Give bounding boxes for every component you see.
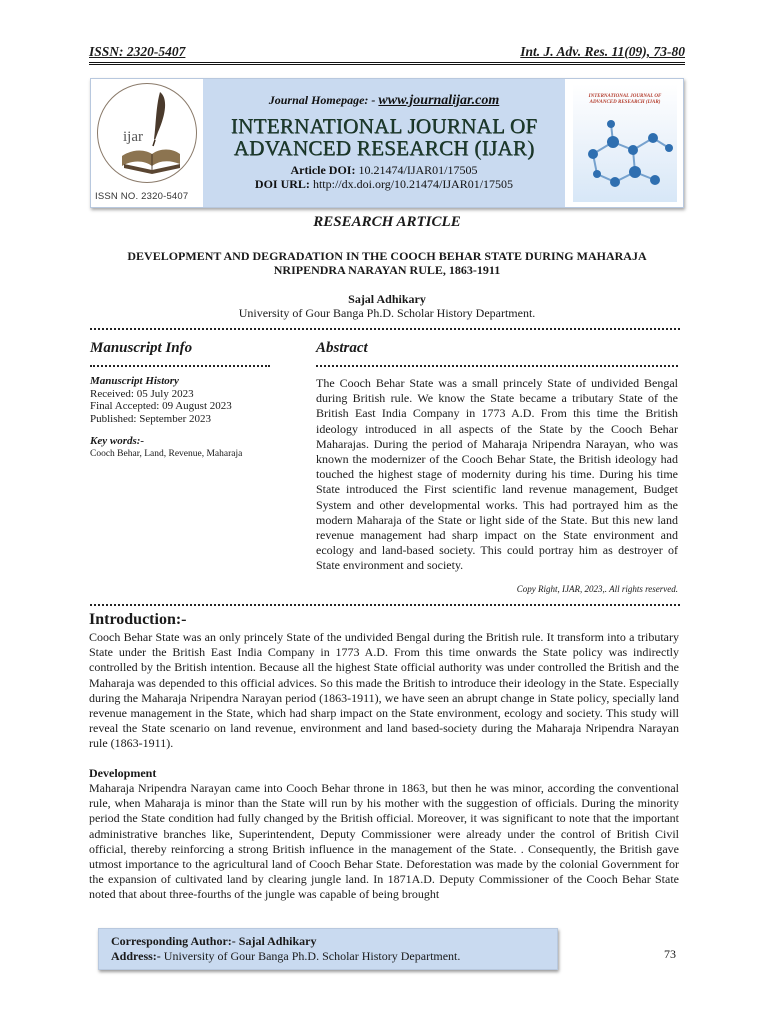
running-head [89, 44, 685, 65]
article-doi-value: 10.21474/IJAR01/17505 [358, 163, 478, 177]
keywords: Cooch Behar, Land, Revenue, Maharaja [90, 448, 243, 459]
received-date: Received: 05 July 2023 [90, 387, 194, 400]
abstract-heading: Abstract [316, 340, 368, 356]
doi-block [203, 163, 565, 191]
homepage-label: Journal Homepage: - [268, 93, 376, 107]
journal-cover-image [565, 79, 683, 207]
page-number: 73 [664, 947, 676, 961]
logo-circle [97, 83, 197, 183]
journal-title-line2: ADVANCED RESEARCH (IJAR) [233, 136, 535, 160]
cover-inner [573, 84, 677, 202]
cover-title: INTERNATIONAL JOURNAL OF ADVANCED RESEARCH (IJAR) [588, 94, 662, 105]
divider-bottom [90, 604, 680, 606]
doi-url-label: DOI URL: [254, 177, 310, 191]
logo-issn: ISSN NO. 2320-5407 [95, 191, 189, 202]
article-doi-label: Article DOI: [290, 163, 356, 177]
journal-logo [91, 79, 203, 207]
published-date: Published: September 2023 [90, 412, 211, 425]
corresponding-author: Corresponding Author:- Sajal Adhikary [111, 934, 317, 948]
author-address [111, 949, 460, 964]
doi-url-link[interactable]: http://dx.doi.org/10.21474/IJAR01/17505 [312, 177, 514, 191]
development-heading: Development [89, 766, 157, 780]
journal-title [203, 115, 565, 159]
homepage-link[interactable]: www.journalijar.com [378, 93, 500, 108]
quill-book-icon [98, 84, 196, 182]
copyright-notice: Copy Right, IJAR, 2023,. All rights reserved. [516, 584, 678, 594]
address-value: University of Gour Banga Ph.D. Scholar History Department. [160, 949, 461, 963]
journal-title-line1: INTERNATIONAL JOURNAL OF [230, 114, 538, 138]
issn-header: ISSN: 2320-5407 [89, 44, 186, 59]
manuscript-info-heading: Manuscript Info [90, 340, 193, 356]
citation-header: Int. J. Adv. Res. 11(09), 73-80 [520, 44, 685, 59]
banner-center [203, 79, 565, 207]
article-doi [203, 163, 565, 177]
author-affiliation: University of Gour Banga Ph.D. Scholar History Department. [238, 306, 536, 320]
divider-abstract [316, 365, 678, 367]
doi-url [203, 177, 565, 191]
divider-top [90, 328, 680, 330]
corresponding-author-box [98, 928, 558, 970]
development-text: Maharaja Nripendra Narayan came into Cooch Behar throne in 1863, but then he was minor, according the conventional rule, when Maharaja is minor than the State will run by his mother with the suggestion of officials. During the minority period the State condition had fully changed by the British official. Moreover, it was significant to note that the important administrative branches like, Superintendent, Deputy Commissioner were already under the control of British Civil official, thereby reinforcing a strong British influence in the management of the State. . Consequently, the British gave utmost importance to the agricultural land of Cooch Behar State. Deforestation was made by the colonial Government for the expansion of cultivated land by clearing jungle land. In 1871A.D. Deputy Commissioner of the Cooch Behar State noted that about three-fourths of the jungle was capable of being brought [89, 781, 679, 902]
manuscript-history [90, 375, 305, 460]
paper-title-line1: DEVELOPMENT AND DEGRADATION IN THE COOCH BEHAR STATE DURING MAHARAJA [127, 249, 647, 263]
divider-manuscript [90, 365, 270, 367]
molecule-icon [573, 84, 677, 202]
address-label: Address:- [111, 949, 161, 963]
logo-text: ijar [123, 129, 143, 145]
author-name: Sajal Adhikary [348, 292, 426, 306]
manuscript-history-label: Manuscript History [90, 375, 179, 387]
paper-title-line2: NRIPENDRA NARAYAN RULE, 1863-1911 [273, 263, 501, 277]
abstract-text: The Cooch Behar State was a small princely State of undivided Bengal during British rule. We know the State became a tributary State of the British East India Company in 1773 A.D. From this time the British ideology introduced in all aspects of the State by the Cooch Behar Maharajas. During the period of Maharaja Nripendra Narayan, who was known the modernizer of the Cooch Behar State, the British ideology had touched the highest stage of modernity during his time. During his time State introduced the First scientific land revenue management, Budget System and other developmental works. This had portrayed him as the modern Maharaja of the State or light side of the State. But this new land revenue management had sharp impact on the State environment and ecology and land-based society. This could portray him as destroyer of State environment and society. [316, 376, 678, 573]
article-type: RESEARCH ARTICLE [313, 214, 461, 230]
keywords-label: Key words:- [90, 435, 145, 447]
introduction-heading: Introduction:- [89, 611, 187, 628]
journal-homepage [203, 93, 565, 109]
journal-banner [90, 78, 684, 208]
introduction-text: Cooch Behar State was an only princely State of the undivided Bengal during the British rule. It transform into a tributary State under the British East India Company in 1773 A.D. From this time onwards the State policy was indirectly controlled by the British intention. Because all the highest State official authority was under controlled the British and the Maharaja was depended to this official advices. So this made the British to introduce their ideology in the State. Especially during the Maharaja Nripendra Narayan period (1863-1911), we have seen an abrupt change in State policy, specially land revenue management in the State, which had sharp impact on the State environment, ecology and society. This study will reveal the State scenario on land revenue, environment and land based-society during the Maharaja Nripendra Narayan rule (1863-1911). [89, 630, 679, 751]
paper-title [89, 249, 685, 277]
accepted-date: Final Accepted: 09 August 2023 [90, 400, 232, 412]
